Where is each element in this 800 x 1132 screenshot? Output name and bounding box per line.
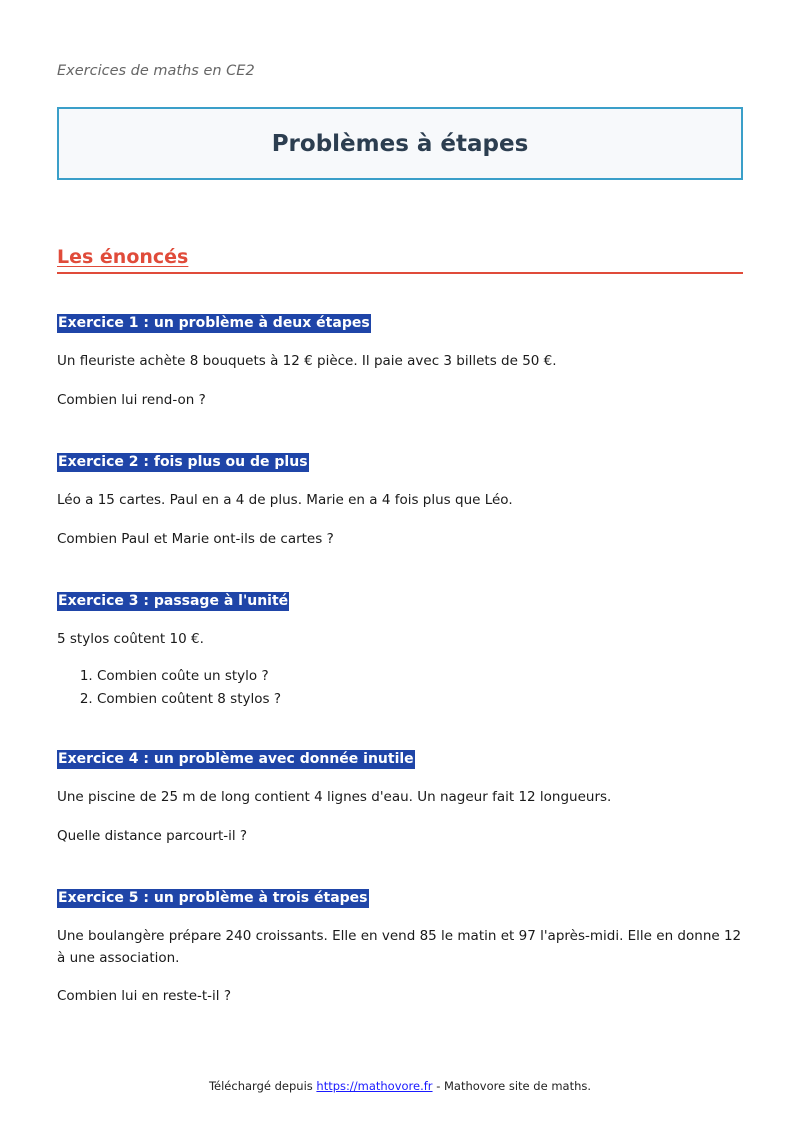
list-item: 2. Combien coûtent 8 stylos ? <box>97 688 743 711</box>
exercise-title: Exercice 2 : fois plus ou de plus <box>58 454 308 470</box>
list-item: 1. Combien coûte un stylo ? <box>97 665 743 688</box>
title-box <box>57 107 743 180</box>
exercise-question: Combien lui rend-on ? <box>57 392 206 408</box>
exercise-1 <box>57 312 743 411</box>
document-subtitle: Exercices de maths en CE2 <box>57 63 255 79</box>
question-list <box>57 665 743 711</box>
exercise-2 <box>57 451 743 550</box>
exercise-text: Léo a 15 cartes. Paul en a 4 de plus. Marie en a 4 fois plus que Léo. <box>57 492 513 508</box>
exercise-title: Exercice 1 : un problème à deux étapes <box>58 315 370 331</box>
exercise-text: Une piscine de 25 m de long contient 4 lignes d'eau. Un nageur fait 12 longueurs. <box>57 789 612 805</box>
footer-prefix: Téléchargé depuis <box>208 1079 313 1093</box>
section-heading <box>57 246 743 274</box>
exercise-title: Exercice 3 : passage à l'unité <box>58 593 289 609</box>
exercise-title: Exercice 5 : un problème à trois étapes <box>58 890 368 906</box>
page-footer <box>0 1079 800 1093</box>
exercise-5 <box>57 887 743 1007</box>
exercise-4 <box>57 748 743 847</box>
exercise-3 <box>57 590 743 711</box>
footer-link[interactable]: https://mathovore.fr <box>316 1079 433 1093</box>
footer-suffix: - Mathovore site de maths. <box>436 1079 592 1093</box>
exercise-question: Quelle distance parcourt-il ? <box>57 828 248 844</box>
exercise-question: Combien lui en reste-t-il ? <box>57 988 231 1004</box>
document-title: Problèmes à étapes <box>271 130 529 157</box>
section-heading-text: Les énoncés <box>57 246 189 268</box>
exercise-title: Exercice 4 : un problème avec donnée inutile <box>58 751 414 767</box>
exercise-text: 5 stylos coûtent 10 €. <box>57 631 204 647</box>
exercise-text: Une boulangère prépare 240 croissants. Elle en vend 85 le matin et 97 l'après-midi. Elle en donne 12 à une association. <box>57 928 742 966</box>
exercise-question: Combien Paul et Marie ont-ils de cartes ? <box>57 531 334 547</box>
exercise-text: Un fleuriste achète 8 bouquets à 12 € pièce. Il paie avec 3 billets de 50 €. <box>57 353 557 369</box>
